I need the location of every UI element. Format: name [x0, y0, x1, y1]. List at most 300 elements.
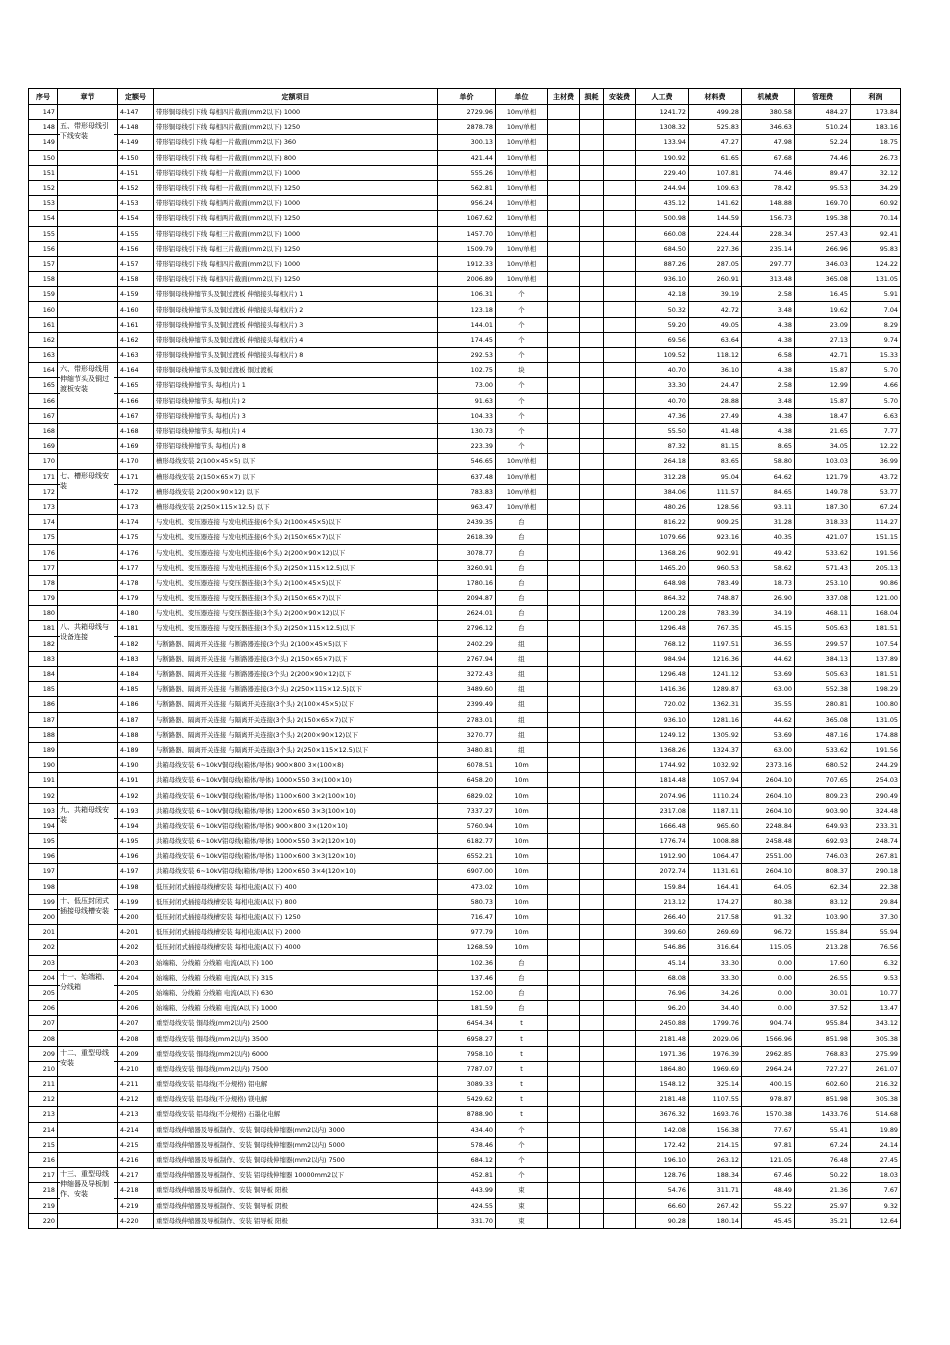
cell-item: 带形铝母线引下线 每相三片截面(mm2以下) 1250: [154, 241, 438, 256]
cell-material: 214.15: [689, 1137, 742, 1152]
cell-item: 槽形母线安装 2(200×90×12) 以下: [154, 484, 438, 499]
cell-unit: 10m: [496, 758, 548, 773]
cell-mgmt: 484.27: [795, 105, 851, 120]
cell-unit: t: [496, 1046, 548, 1061]
cell-labor: 384.06: [636, 484, 689, 499]
cell-labor: 864.32: [636, 591, 689, 606]
cell-item: 带形铜母线伸缩节头及铜过渡板 伸缩接头每相(片) 4: [154, 332, 438, 347]
cell-price: 2094.87: [438, 591, 496, 606]
cell-profit: 183.16: [851, 120, 901, 135]
cell-empty: [580, 1152, 604, 1167]
cell-profit: 18.75: [851, 135, 901, 150]
cell-unit: 组: [496, 742, 548, 757]
cell-profit: 248.74: [851, 834, 901, 849]
cell-unit: 个: [496, 378, 548, 393]
cell-machine: 156.73: [742, 211, 795, 226]
cell-empty: [580, 955, 604, 970]
cell-price: 1457.70: [438, 226, 496, 241]
cell-item: 低压封闭式插接母线槽安装 每相电流(A以下) 1250: [154, 909, 438, 924]
row-index: 167: [29, 408, 58, 423]
cell-empty: [580, 211, 604, 226]
table-row: [29, 1092, 901, 1107]
cell-material: 1969.69: [689, 1061, 742, 1076]
row-index: 192: [29, 788, 58, 803]
table-row: [29, 135, 901, 150]
cell-unit: 台: [496, 591, 548, 606]
cell-unit: 台: [496, 985, 548, 1000]
cell-labor: 1864.80: [636, 1061, 689, 1076]
quota-table: [28, 88, 901, 1229]
cell-price: 6454.34: [438, 1016, 496, 1031]
cell-profit: 5.70: [851, 363, 901, 378]
cell-mgmt: 384.13: [795, 651, 851, 666]
cell-empty: [548, 1213, 580, 1228]
row-index: 151: [29, 165, 58, 180]
chapter-cell: [58, 211, 118, 226]
table-row: [29, 1061, 901, 1076]
cell-code: 4-181: [118, 621, 154, 636]
table-row: [29, 925, 901, 940]
cell-labor: 42.18: [636, 287, 689, 302]
table-row: [29, 758, 901, 773]
chapter-cell: [58, 864, 118, 879]
cell-profit: 205.13: [851, 560, 901, 575]
cell-empty: [548, 105, 580, 120]
cell-profit: 254.03: [851, 773, 901, 788]
cell-empty: [580, 241, 604, 256]
cell-machine: 2604.10: [742, 864, 795, 879]
cell-price: 684.12: [438, 1152, 496, 1167]
cell-price: 102.75: [438, 363, 496, 378]
cell-empty: [604, 317, 636, 332]
cell-profit: 514.68: [851, 1107, 901, 1122]
cell-labor: 159.84: [636, 879, 689, 894]
cell-price: 106.31: [438, 287, 496, 302]
cell-labor: 2181.48: [636, 1031, 689, 1046]
cell-price: 174.45: [438, 332, 496, 347]
cell-mgmt: 19.62: [795, 302, 851, 317]
cell-material: 141.62: [689, 196, 742, 211]
cell-price: 223.39: [438, 439, 496, 454]
cell-code: 4-215: [118, 1137, 154, 1152]
cell-material: 1197.51: [689, 636, 742, 651]
cell-labor: 1912.90: [636, 849, 689, 864]
cell-machine: 3.48: [742, 393, 795, 408]
cell-profit: 244.29: [851, 758, 901, 773]
cell-material: 1976.39: [689, 1046, 742, 1061]
cell-mgmt: 42.71: [795, 348, 851, 363]
cell-empty: [604, 970, 636, 985]
cell-empty: [548, 226, 580, 241]
cell-empty: [604, 469, 636, 484]
cell-empty: [604, 348, 636, 363]
cell-empty: [604, 180, 636, 195]
cell-machine: 0.00: [742, 1001, 795, 1016]
cell-machine: 53.69: [742, 727, 795, 742]
cell-material: 63.64: [689, 332, 742, 347]
cell-item: 带形铜母线伸缩节头及铜过渡板 铜过渡板: [154, 363, 438, 378]
cell-empty: [604, 256, 636, 271]
row-index: 153: [29, 196, 58, 211]
row-index: 191: [29, 773, 58, 788]
cell-empty: [580, 1031, 604, 1046]
cell-material: 49.05: [689, 317, 742, 332]
cell-machine: 2551.00: [742, 849, 795, 864]
chapter-cell: [58, 803, 118, 824]
chapter-cell: [58, 606, 118, 621]
cell-empty: [548, 287, 580, 302]
cell-empty: [604, 302, 636, 317]
table-row: [29, 985, 901, 1000]
cell-price: 91.63: [438, 393, 496, 408]
cell-empty: [604, 1183, 636, 1198]
chapter-cell: [58, 591, 118, 606]
cell-item: 与断路器、隔离开关连接 与断路器连接(3个头) 2(250×115×12.5)以下: [154, 682, 438, 697]
cell-empty: [580, 834, 604, 849]
cell-empty: [580, 545, 604, 560]
cell-labor: 33.30: [636, 378, 689, 393]
cell-empty: [604, 575, 636, 590]
cell-empty: [548, 651, 580, 666]
cell-item: 重型母线安装 铝母线(不分规格) 镁电解: [154, 1092, 438, 1107]
cell-code: 4-160: [118, 302, 154, 317]
cell-machine: 4.38: [742, 332, 795, 347]
cell-empty: [604, 1152, 636, 1167]
cell-empty: [580, 849, 604, 864]
cell-empty: [604, 287, 636, 302]
cell-empty: [604, 515, 636, 530]
cell-item: 共箱母线安装 6~10kV铜母线(箱体/导体) 1200×650 3×3(100×10): [154, 803, 438, 818]
cell-labor: 128.76: [636, 1168, 689, 1183]
row-index: 219: [29, 1198, 58, 1213]
cell-labor: 1296.48: [636, 666, 689, 681]
cell-mgmt: 280.81: [795, 697, 851, 712]
cell-labor: 68.08: [636, 970, 689, 985]
cell-price: 2439.35: [438, 515, 496, 530]
cell-empty: [580, 180, 604, 195]
cell-price: 580.73: [438, 894, 496, 909]
chapter-cell: [58, 1122, 118, 1137]
table-row: [29, 1213, 901, 1228]
table-row: [29, 788, 901, 803]
cell-unit: 台: [496, 575, 548, 590]
cell-item: 带形铝母线伸缩节头 每相(片) 3: [154, 408, 438, 423]
cell-mgmt: 67.24: [795, 1137, 851, 1152]
cell-item: 低压封闭式插接母线槽安装 每相电流(A以下) 4000: [154, 940, 438, 955]
cell-material: 217.58: [689, 909, 742, 924]
cell-labor: 399.60: [636, 925, 689, 940]
cell-profit: 8.29: [851, 317, 901, 332]
cell-empty: [580, 226, 604, 241]
cell-labor: 264.18: [636, 454, 689, 469]
cell-code: 4-157: [118, 256, 154, 271]
row-index: 178: [29, 575, 58, 590]
chapter-cell: [58, 545, 118, 560]
cell-empty: [580, 621, 604, 636]
cell-profit: 290.49: [851, 788, 901, 803]
cell-code: 4-214: [118, 1122, 154, 1137]
cell-unit: 台: [496, 530, 548, 545]
chapter-cell: [58, 970, 118, 991]
cell-material: 224.44: [689, 226, 742, 241]
cell-profit: 6.32: [851, 955, 901, 970]
chapter-cell: [58, 651, 118, 666]
cell-price: 3272.43: [438, 666, 496, 681]
cell-unit: 10m/单相: [496, 454, 548, 469]
cell-empty: [604, 226, 636, 241]
cell-empty: [548, 499, 580, 514]
cell-labor: 2450.88: [636, 1016, 689, 1031]
row-index: 200: [29, 909, 58, 924]
row-index: 212: [29, 1092, 58, 1107]
row-index: 210: [29, 1061, 58, 1076]
cell-profit: 121.00: [851, 591, 901, 606]
cell-machine: 18.73: [742, 575, 795, 590]
cell-machine: 97.81: [742, 1137, 795, 1152]
cell-code: 4-173: [118, 499, 154, 514]
chapter-cell: [58, 530, 118, 545]
cell-item: 共箱母线安装 6~10kV铝母线(箱体/导体) 1100×600 3×3(120×10): [154, 849, 438, 864]
header-cell: 损耗: [580, 89, 604, 105]
cell-code: 4-190: [118, 758, 154, 773]
cell-price: 578.46: [438, 1137, 496, 1152]
cell-mgmt: 533.62: [795, 742, 851, 757]
table-row: [29, 241, 901, 256]
cell-labor: 142.08: [636, 1122, 689, 1137]
cell-code: 4-158: [118, 272, 154, 287]
cell-unit: 10m/单相: [496, 105, 548, 120]
cell-item: 重型母线伸缩器及导板制作、安装 铜母线伸缩器(mm2以内) 5000: [154, 1137, 438, 1152]
cell-machine: 45.15: [742, 621, 795, 636]
chapter-cell: [58, 697, 118, 712]
cell-unit: 10m: [496, 925, 548, 940]
cell-mgmt: 155.84: [795, 925, 851, 940]
cell-profit: 37.30: [851, 909, 901, 924]
cell-empty: [580, 1168, 604, 1183]
cell-mgmt: 266.96: [795, 241, 851, 256]
cell-mgmt: 299.57: [795, 636, 851, 651]
cell-code: 4-161: [118, 317, 154, 332]
cell-labor: 244.94: [636, 180, 689, 195]
cell-empty: [604, 636, 636, 651]
cell-unit: 台: [496, 621, 548, 636]
row-index: 175: [29, 530, 58, 545]
cell-material: 144.59: [689, 211, 742, 226]
cell-item: 槽形母线安装 2(100×45×5) 以下: [154, 454, 438, 469]
cell-empty: [604, 606, 636, 621]
cell-code: 4-168: [118, 423, 154, 438]
table-row: [29, 606, 901, 621]
cell-unit: 束: [496, 1213, 548, 1228]
table-row: [29, 560, 901, 575]
cell-machine: 6.58: [742, 348, 795, 363]
cell-price: 3260.91: [438, 560, 496, 575]
cell-price: 7787.07: [438, 1061, 496, 1076]
cell-profit: 34.29: [851, 180, 901, 195]
cell-empty: [580, 940, 604, 955]
cell-price: 8788.90: [438, 1107, 496, 1122]
table-row: [29, 1122, 901, 1137]
header-cell: 章节: [58, 89, 118, 105]
cell-empty: [580, 909, 604, 924]
cell-code: 4-150: [118, 150, 154, 165]
table-row: [29, 302, 901, 317]
cell-labor: 936.10: [636, 272, 689, 287]
cell-material: 1008.88: [689, 834, 742, 849]
cell-price: 137.46: [438, 970, 496, 985]
cell-item: 低压封闭式插接母线槽安装 每相电流(A以下) 2000: [154, 925, 438, 940]
row-index: 211: [29, 1077, 58, 1092]
chapter-cell: [58, 758, 118, 773]
cell-empty: [580, 682, 604, 697]
cell-empty: [580, 363, 604, 378]
cell-labor: 660.08: [636, 226, 689, 241]
cell-empty: [580, 1077, 604, 1092]
cell-machine: 96.72: [742, 925, 795, 940]
cell-empty: [548, 256, 580, 271]
cell-item: 重型母线伸缩器及导板制作、安装 铜母线伸缩器(mm2以内) 3000: [154, 1122, 438, 1137]
cell-mgmt: 50.22: [795, 1168, 851, 1183]
cell-item: 重型母线伸缩器及导板制作、安装 铜母线伸缩器(mm2以内) 7500: [154, 1152, 438, 1167]
row-index: 148: [29, 120, 58, 135]
cell-price: 473.02: [438, 879, 496, 894]
cell-unit: 10m: [496, 909, 548, 924]
cell-labor: 684.50: [636, 241, 689, 256]
cell-item: 重型母线伸缩器及导板制作、安装 铝母线伸缩器 10000mm2以下: [154, 1168, 438, 1183]
cell-material: 28.88: [689, 393, 742, 408]
cell-material: 47.27: [689, 135, 742, 150]
cell-material: 260.91: [689, 272, 742, 287]
cell-item: 始端箱、分线箱 分线箱 电流(A以下) 315: [154, 970, 438, 985]
cell-empty: [604, 439, 636, 454]
cell-item: 带形铝母线引下线 每相四片截面(mm2以下) 1250: [154, 272, 438, 287]
cell-unit: 个: [496, 439, 548, 454]
cell-profit: 26.73: [851, 150, 901, 165]
chapter-cell: [58, 575, 118, 590]
header-cell: 机械费: [742, 89, 795, 105]
cell-material: 269.69: [689, 925, 742, 940]
cell-profit: 324.48: [851, 803, 901, 818]
row-index: 174: [29, 515, 58, 530]
cell-code: 4-172: [118, 484, 154, 499]
cell-code: 4-177: [118, 560, 154, 575]
chapter-cell: [58, 1198, 118, 1213]
cell-code: 4-192: [118, 788, 154, 803]
table-row: [29, 1031, 901, 1046]
cell-empty: [604, 1077, 636, 1092]
cell-mgmt: 318.33: [795, 515, 851, 530]
cell-empty: [580, 606, 604, 621]
header-cell: 定额号: [118, 89, 154, 105]
chapter-cell: [58, 1152, 118, 1167]
cell-item: 共箱母线安装 6~10kV铜母线(箱体/导体) 1000×550 3×(100×10): [154, 773, 438, 788]
cell-material: 24.47: [689, 378, 742, 393]
cell-code: 4-167: [118, 408, 154, 423]
cell-empty: [604, 196, 636, 211]
row-index: 190: [29, 758, 58, 773]
row-index: 154: [29, 211, 58, 226]
cell-machine: 40.35: [742, 530, 795, 545]
chapter-cell: [58, 849, 118, 864]
cell-price: 144.01: [438, 317, 496, 332]
cell-profit: 55.94: [851, 925, 901, 940]
cell-labor: 1971.36: [636, 1046, 689, 1061]
cell-profit: 5.70: [851, 393, 901, 408]
cell-price: 3089.33: [438, 1077, 496, 1092]
cell-mgmt: 468.11: [795, 606, 851, 621]
cell-unit: 组: [496, 727, 548, 742]
cell-item: 带形铜母线引下线 每相四片截面(mm2以下) 1000: [154, 105, 438, 120]
cell-empty: [548, 788, 580, 803]
cell-mgmt: 21.36: [795, 1183, 851, 1198]
cell-empty: [604, 530, 636, 545]
table-row: [29, 591, 901, 606]
chapter-cell: [58, 1213, 118, 1228]
cell-labor: 648.98: [636, 575, 689, 590]
cell-material: 128.56: [689, 499, 742, 514]
cell-empty: [604, 591, 636, 606]
cell-material: 263.12: [689, 1152, 742, 1167]
cell-item: 重型母线伸缩器及导板制作、安装 铝导板 阳极: [154, 1213, 438, 1228]
cell-empty: [604, 211, 636, 226]
chapter-cell: [58, 363, 118, 394]
chapter-cell: [58, 727, 118, 742]
cell-code: 4-196: [118, 849, 154, 864]
chapter-cell: [58, 682, 118, 697]
cell-mgmt: 707.65: [795, 773, 851, 788]
table-row: [29, 682, 901, 697]
cell-item: 带形铜母线引下线 每相四片截面(mm2以下) 1250: [154, 120, 438, 135]
chapter-cell: [58, 742, 118, 757]
cell-labor: 50.32: [636, 302, 689, 317]
cell-profit: 92.41: [851, 226, 901, 241]
chapter-cell: [58, 272, 118, 287]
cell-code: 4-153: [118, 196, 154, 211]
chapter-label: 十、低压封闭式插接母线槽安装: [60, 896, 114, 916]
cell-unit: 10m/单相: [496, 165, 548, 180]
cell-machine: 78.42: [742, 180, 795, 195]
cell-empty: [604, 651, 636, 666]
cell-mgmt: 55.41: [795, 1122, 851, 1137]
cell-price: 452.81: [438, 1168, 496, 1183]
cell-item: 与发电机、变压器连接 与发电机连接(6个头) 2(100×45×5)以下: [154, 515, 438, 530]
cell-labor: 213.12: [636, 894, 689, 909]
cell-item: 与发电机、变压器连接 与发电机连接(6个头) 2(150×65×7)以下: [154, 530, 438, 545]
cell-profit: 290.18: [851, 864, 901, 879]
cell-item: 与断路器、隔离开关连接 与断路器连接(3个头) 2(100×45×5)以下: [154, 636, 438, 651]
cell-empty: [580, 1016, 604, 1031]
cell-machine: 0.00: [742, 955, 795, 970]
cell-empty: [604, 1031, 636, 1046]
cell-profit: 137.89: [851, 651, 901, 666]
cell-price: 5429.62: [438, 1092, 496, 1107]
cell-item: 与发电机、变压器连接 与变压器连接(3个头) 2(100×45×5)以下: [154, 575, 438, 590]
chapter-cell: [58, 955, 118, 970]
cell-mgmt: 37.52: [795, 1001, 851, 1016]
cell-material: 61.65: [689, 150, 742, 165]
header-cell: 定额项目: [154, 89, 438, 105]
cell-mgmt: 103.03: [795, 454, 851, 469]
header-cell: 主材费: [548, 89, 580, 105]
cell-price: 181.59: [438, 1001, 496, 1016]
cell-profit: 267.81: [851, 849, 901, 864]
cell-unit: 10m: [496, 864, 548, 879]
row-index: 169: [29, 439, 58, 454]
cell-code: 4-218: [118, 1183, 154, 1198]
cell-code: 4-211: [118, 1077, 154, 1092]
cell-material: 960.53: [689, 560, 742, 575]
cell-price: 2878.78: [438, 120, 496, 135]
